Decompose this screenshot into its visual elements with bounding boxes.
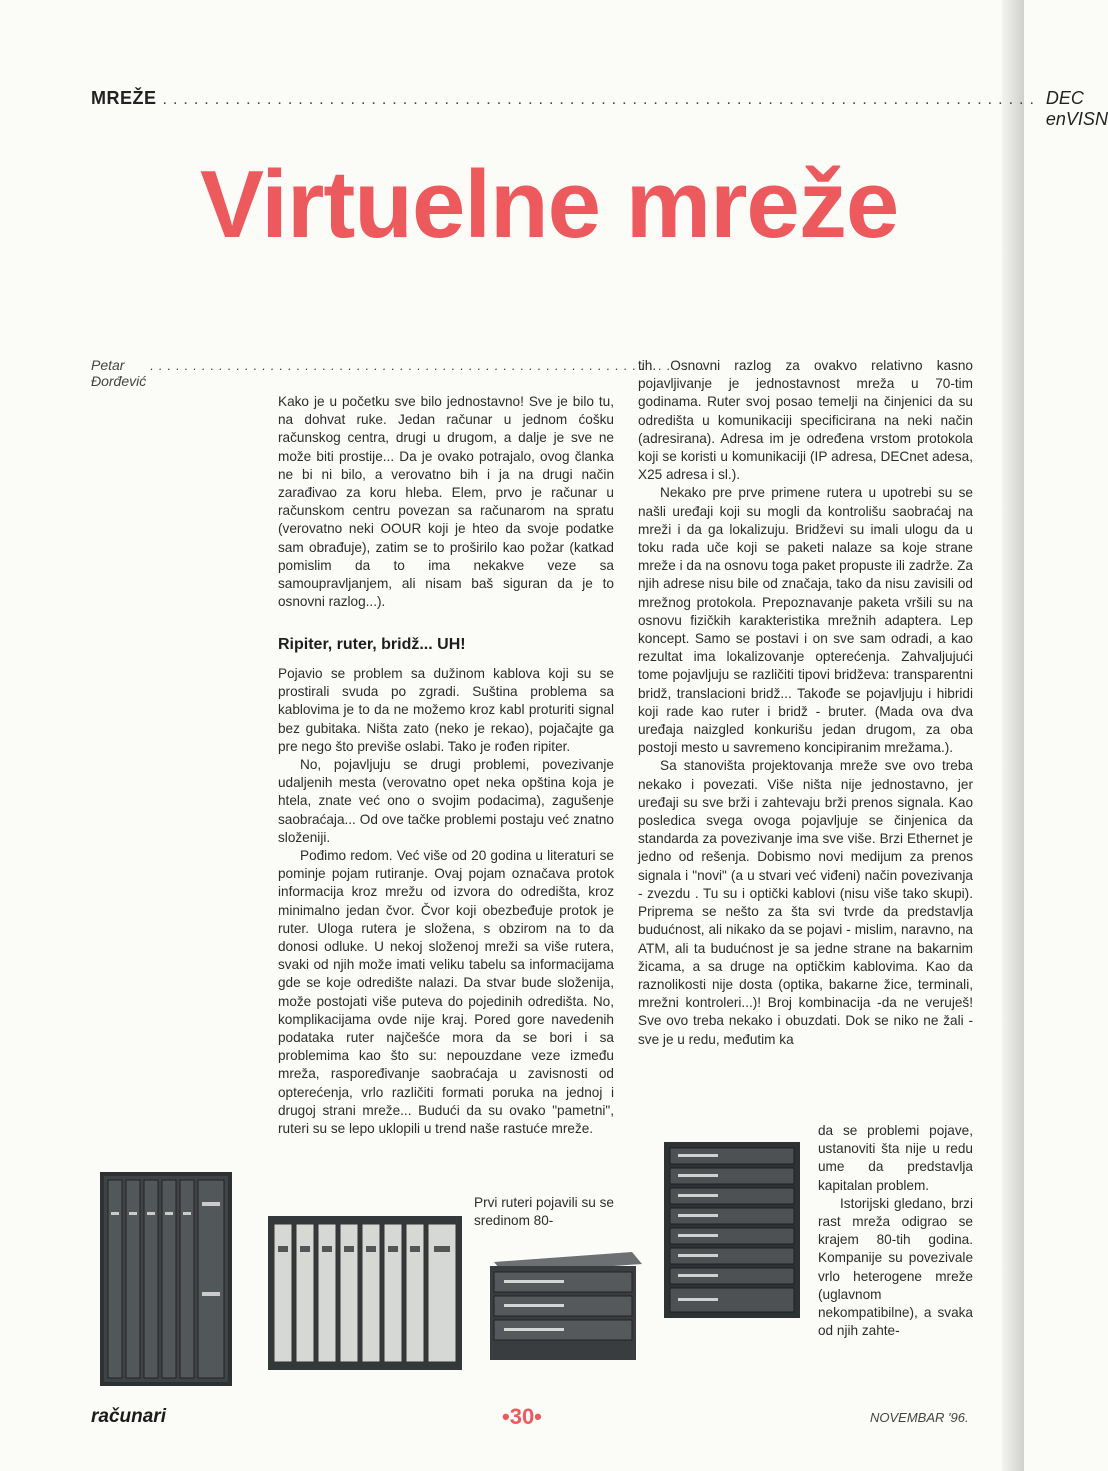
paragraph: tih. Osnovni razlog za ovakvo relativno kasno pojavljivanje je jednostavnost mreža u 70-tim godinama. Ruter svoj posao temelji na činjenici da su odredišta u komunikaciji specificirana na neki način (adresirana). Adresa im je određena vrstom protokola koji se koristi u komunikaciji (IP adresa, DECnet adesa, X25 adresa i sl.). xyxy=(638,358,973,483)
page-footer xyxy=(0,1404,1024,1434)
paragraph: Nekako pre prve primene rutera u upotrebi su se našli uređaji koji su mogli da kontrolišu saobraćaj na mreži i da ga lokalizuju. Bridževi su imali ulogu da u toku rada uče koji se paketi nalaze sa koje strane mreže i da na osnovu toga paket propuste ili zadrže. Za njih adrese nisu bile od značaja, tako da nisu zavisili od mrežnog protokola. Prepoznavanje paketa vršili su na osnovu fizičkih karakteristika mrežnih adaptera. Lep koncept. Samo se postavi i on sve sam odradi, a kao rezultat ima lokalizovanje opterećenja. Zahvaljujući tome pojavljuju se različiti tipovi bridževa: transparentni bridž, translacioni bridž... Takođe se pojavljuju i hibridi koji rade kao ruter i bridž - bruter. (Mada ova dva uređaja naizgled konkurišu jedan drugom, za oba postoji mesto u savremeno koncipiranim mrežama.). xyxy=(638,485,973,756)
issue-label: DEC enVISN xyxy=(1045,88,1108,129)
article-title: Virtuelne mreže xyxy=(200,151,899,258)
magazine-brand: računari xyxy=(91,1406,166,1427)
intro-paragraph: Kako je u početku sve bilo jednostavno! Sve je bilo tu, na dohvat ruke. Jedan računar u jednom ćošku računskog centra, drugi u drugom, a dalje je sve ne može biti prostije... Da je ovako potrajalo, ovog članka ne bi ni bilo, a verovatno bih i ja na drugi način zarađivao za koru hleba. Elem, prvo je računar u računskom centru povezan sa računarom na spratu (verovatno neki OOUR koji je hteo da svoje podatke sam obrađuje), zatim se to proširilo kao požar (katkad pomislim da to ima nekakve veze sa samoupravljanjem, ali nisam baš siguran da je to osnovni razlog...). xyxy=(278,394,614,610)
paragraph: Pođimo redom. Već više od 20 godina u literaturi se pominje pojam rutiranje. Ovaj pojam označava protok informacija kroz mrežu od izvora do odredišta, kroz minimalno jedan čvor. Čvor koji obezbeđuje protok je ruter. Uloga rutera je složena, s obzirom na to da donosi odluke. U nekoj složenoj mreži sa više rutera, svaki od njih može imati veliku tabelu sa informacijama gde se koje odredište nalazi. Da stvar bude složenija, može postojati više puteva do pojedinih odredišta. No, komplikacijama ovde nije kraj. Pored gore navedenih podataka ruter najčešće mora da se bori i sa problemima kao što su: nepouzdane veze između mreža, raspoređivanje saobraćaja u zavisnosti od opterećenja, vrlo različiti formati poruka na jednoj i drugoj strani mreže... Budući da su ovako "pametni", ruteri su se lepo uklopili u trend naše rastuće mreže. xyxy=(278,848,614,1137)
subheading: Ripiter, ruter, bridž... UH! xyxy=(278,636,466,653)
page-header xyxy=(91,88,1108,129)
issue-date: NOVEMBAR '96. xyxy=(870,1410,969,1425)
rack-photo-3 xyxy=(484,1252,642,1364)
paragraph: da se problemi pojave, ustanoviti šta nije u redu ume da predstavlja kapitalan problem. xyxy=(818,1123,973,1193)
column-2 xyxy=(638,357,973,1049)
header-dot-leader: .................................................................................... xyxy=(162,91,1040,108)
page-edge-shadow xyxy=(1002,0,1024,1471)
column-1 xyxy=(278,393,614,611)
rack-photo-2 xyxy=(268,1216,462,1370)
column-1-tail: Prvi ruteri pojavili su se sredinom 80- xyxy=(474,1195,614,1229)
byline xyxy=(91,357,711,389)
column-2-tail xyxy=(818,1122,973,1340)
paragraph: No, pojavljuju se drugi problemi, povezivanje udaljenih mesta (verovatno opet neka opština koja je htela, znate već ono o svojim podacima), zagušenje saobraćaja... Od ove tačke problemi postaju već znatno složeniji. xyxy=(278,757,614,845)
byline-dot-leader: ................................................................. xyxy=(150,358,711,373)
section-label: MREŽE xyxy=(91,88,157,108)
paragraph: Pojavio se problem sa dužinom kablova koji su se prostirali svuda po zgradi. Suština problema sa kablovima je to da ne možemo kroz kabl proturiti signal bez gubitaka. Ništa zato (neko je rekao), pojačajte ga pre nego što previše oslabi. Tako je rođen ripiter. xyxy=(278,666,614,754)
paragraph: Sa stanovišta projektovanja mreže sve ovo treba nekako i povezati. Više ništa nije jednostavno, jer uređaji su sve brži i zahtevaju brži prenos signala. Kao posledica svega ovoga pojavljuje se činjenica da standarda za povezivanje ima sve više. Brzi Ethernet je jedno od rešenja. Dobismo novi medijum za prenos signala i "novi" (a u stvari već viđeni) način povezivanja - zvezdu . Tu su i optički kablovi (nisu više tako skupi). Priprema se nešto za šta svi tvrde da predstavlja budućnost, ali nikako da se pojavi - mislim, naravno, na ATM, ali ta budućnost je sa jedne strane na bakarnim žicama, a sa druge na optičkim kablovima. Kao da raznolikosti nije dosta (optika, bakarne žice, terminali, mrežni kontroleri...)! Broj kombinacija -da ne veruješ! Sve ovo treba nekako i obuzdati. Dok se niko ne žali - sve je u redu, međutim ka xyxy=(638,758,973,1047)
paragraph: Istorijski gledano, brzi rast mreža odigrao se krajem 80-tih godina. Kompanije su povezivale vrlo heterogene mreže (uglavnom nekompatibilne), a svaka od njih zahte- xyxy=(818,1195,973,1339)
page-number: •30• xyxy=(502,1404,542,1429)
rack-photo-4 xyxy=(664,1142,800,1318)
author-name: Petar Đorđević xyxy=(91,357,147,389)
rack-photo-1 xyxy=(100,1172,232,1386)
column-1-body xyxy=(278,665,614,1138)
